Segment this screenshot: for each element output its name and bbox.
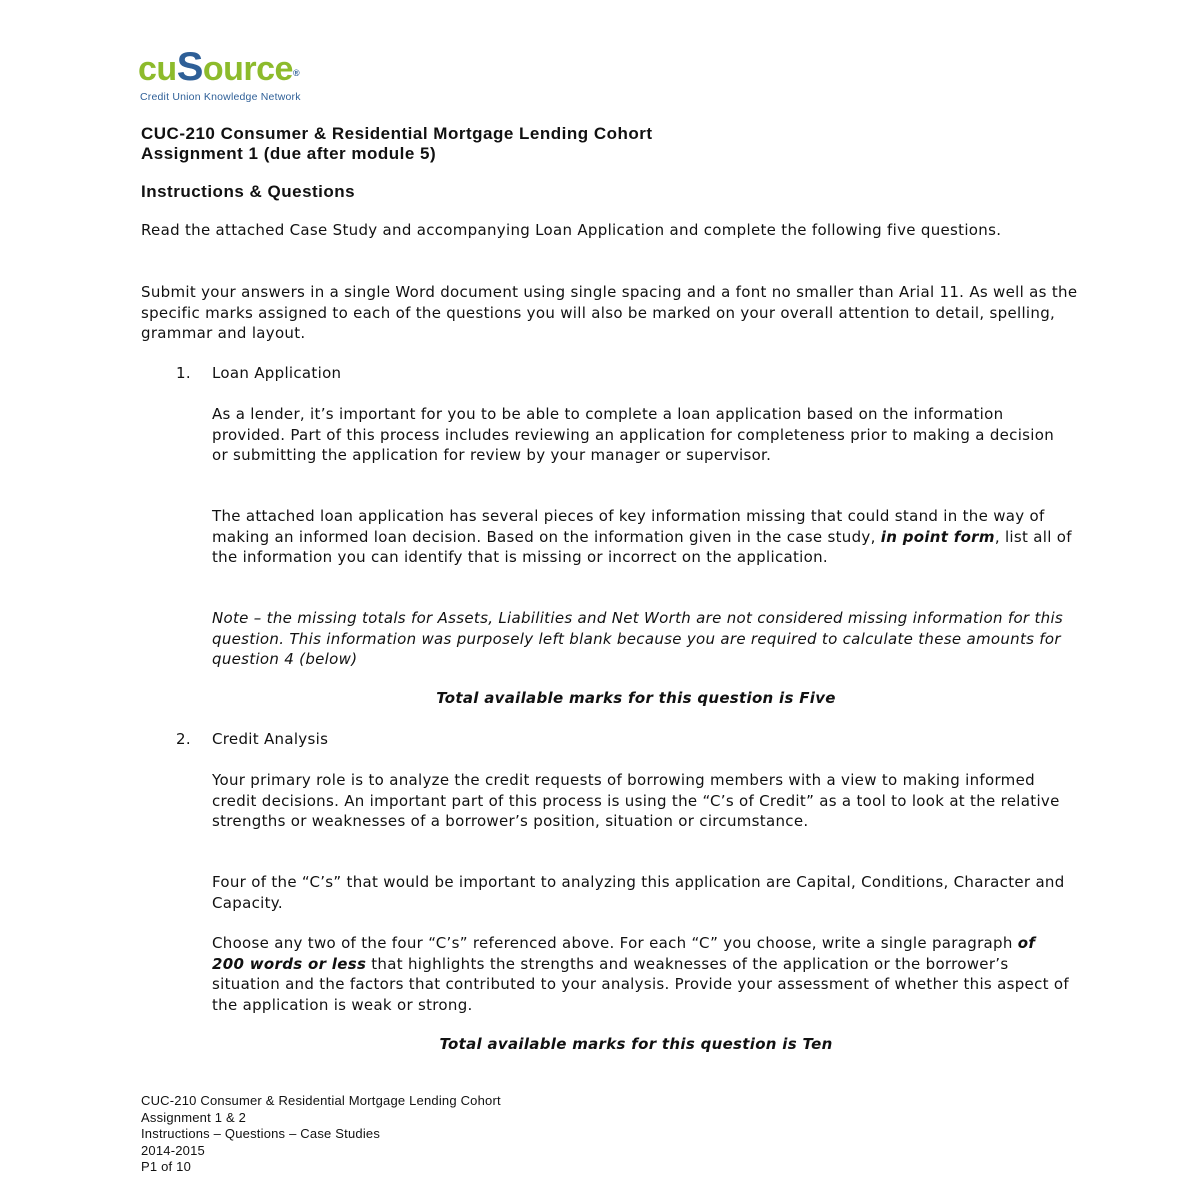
title-line-2: Assignment 1 (due after module 5): [141, 144, 437, 163]
title-line-1: CUC-210 Consumer & Residential Mortgage Lending Cohort: [141, 124, 653, 143]
q2-para3-emphasis: of 200 words or less: [212, 934, 1036, 973]
question-2-number: 2.: [176, 730, 191, 748]
intro-paragraph-1: Read the attached Case Study and accompanying Loan Application and complete the following five questions.: [141, 221, 1002, 239]
q2-para3-start: Choose any two of the four “C’s” referenced above. For each “C” you choose, write a single paragraph: [212, 934, 1018, 952]
question-1-number: 1.: [176, 364, 191, 382]
logo-tagline: Credit Union Knowledge Network: [140, 91, 301, 103]
question-1-title: Loan Application: [212, 364, 342, 382]
footer-page-number: P1 of 10: [141, 1159, 192, 1174]
section-heading: Instructions & Questions: [141, 182, 356, 201]
question-2-paragraph-1: Your primary role is to analyze the credit requests of borrowing members with a view to making informed credit decisions. An important part of this process is using the “C’s of Credit” as a tool to look at the relative strengths or weaknesses of a borrower’s position, situation or circumstance.: [212, 771, 1060, 830]
footer-line-2: Assignment 1 & 2: [141, 1109, 247, 1125]
q1-para2-emphasis: in point form: [880, 527, 995, 546]
question-2-marks: Total available marks for this question is Ten: [439, 1035, 833, 1053]
question-2-paragraph-3: [212, 933, 1072, 1015]
q2-para3-end: that highlights the strengths and weaknesses of the application or the borrower’s situation and the factors that contributed to your analysis. Provide your assessment of whether this aspect of the application is weak or strong.: [212, 954, 1069, 1014]
cusource-logo: [138, 45, 368, 107]
intro-paragraph-2: Submit your answers in a single Word document using single spacing and a font no smaller than Arial 11. As well as the specific marks assigned to each of the questions you will also be marked on your overall attention to detail, spelling, grammar and layout.: [141, 283, 1078, 342]
question-2-paragraph-2: Four of the “C’s” that would be important to analyzing this application are Capital, Conditions, Character and Capacity.: [212, 873, 1065, 912]
q1-para2-start: The attached loan application has several pieces of key information missing that could stand in the way of making an informed loan decision. Based on the information given in the case study,: [212, 507, 1045, 546]
logo-wordmark: [138, 45, 299, 91]
question-1-note: Note – the missing totals for Assets, Liabilities and Net Worth are not considered missing information for this question. This information was purposely left blank because you are required to calculate these amounts for question 4 (below): [212, 609, 1064, 668]
footer-line-4: 2014-2015: [141, 1142, 205, 1158]
question-1-marks: Total available marks for this question is Five: [436, 689, 836, 707]
question-2-title: Credit Analysis: [212, 730, 329, 748]
logo-registered-mark: ®: [292, 68, 300, 78]
page-footer: [141, 1093, 501, 1176]
q1-para2-end: , list all of the information you can identify that is missing or incorrect on the application.: [212, 527, 1072, 566]
logo-cu: cu: [138, 50, 177, 88]
document-title: [141, 124, 653, 164]
logo-ource: ource: [202, 50, 293, 88]
question-1-paragraph-1: As a lender, it’s important for you to be able to complete a loan application based on the information provided. Part of this process includes reviewing an application for completeness prior to making a decision or submitting the application for review by your manager or supervisor.: [212, 405, 1055, 464]
question-1-paragraph-2: [212, 506, 1072, 568]
logo-s-arrow: S: [176, 45, 203, 89]
footer-line-3: Instructions – Questions – Case Studies: [141, 1126, 381, 1141]
footer-line-1: CUC-210 Consumer & Residential Mortgage Lending Cohort: [141, 1093, 501, 1108]
